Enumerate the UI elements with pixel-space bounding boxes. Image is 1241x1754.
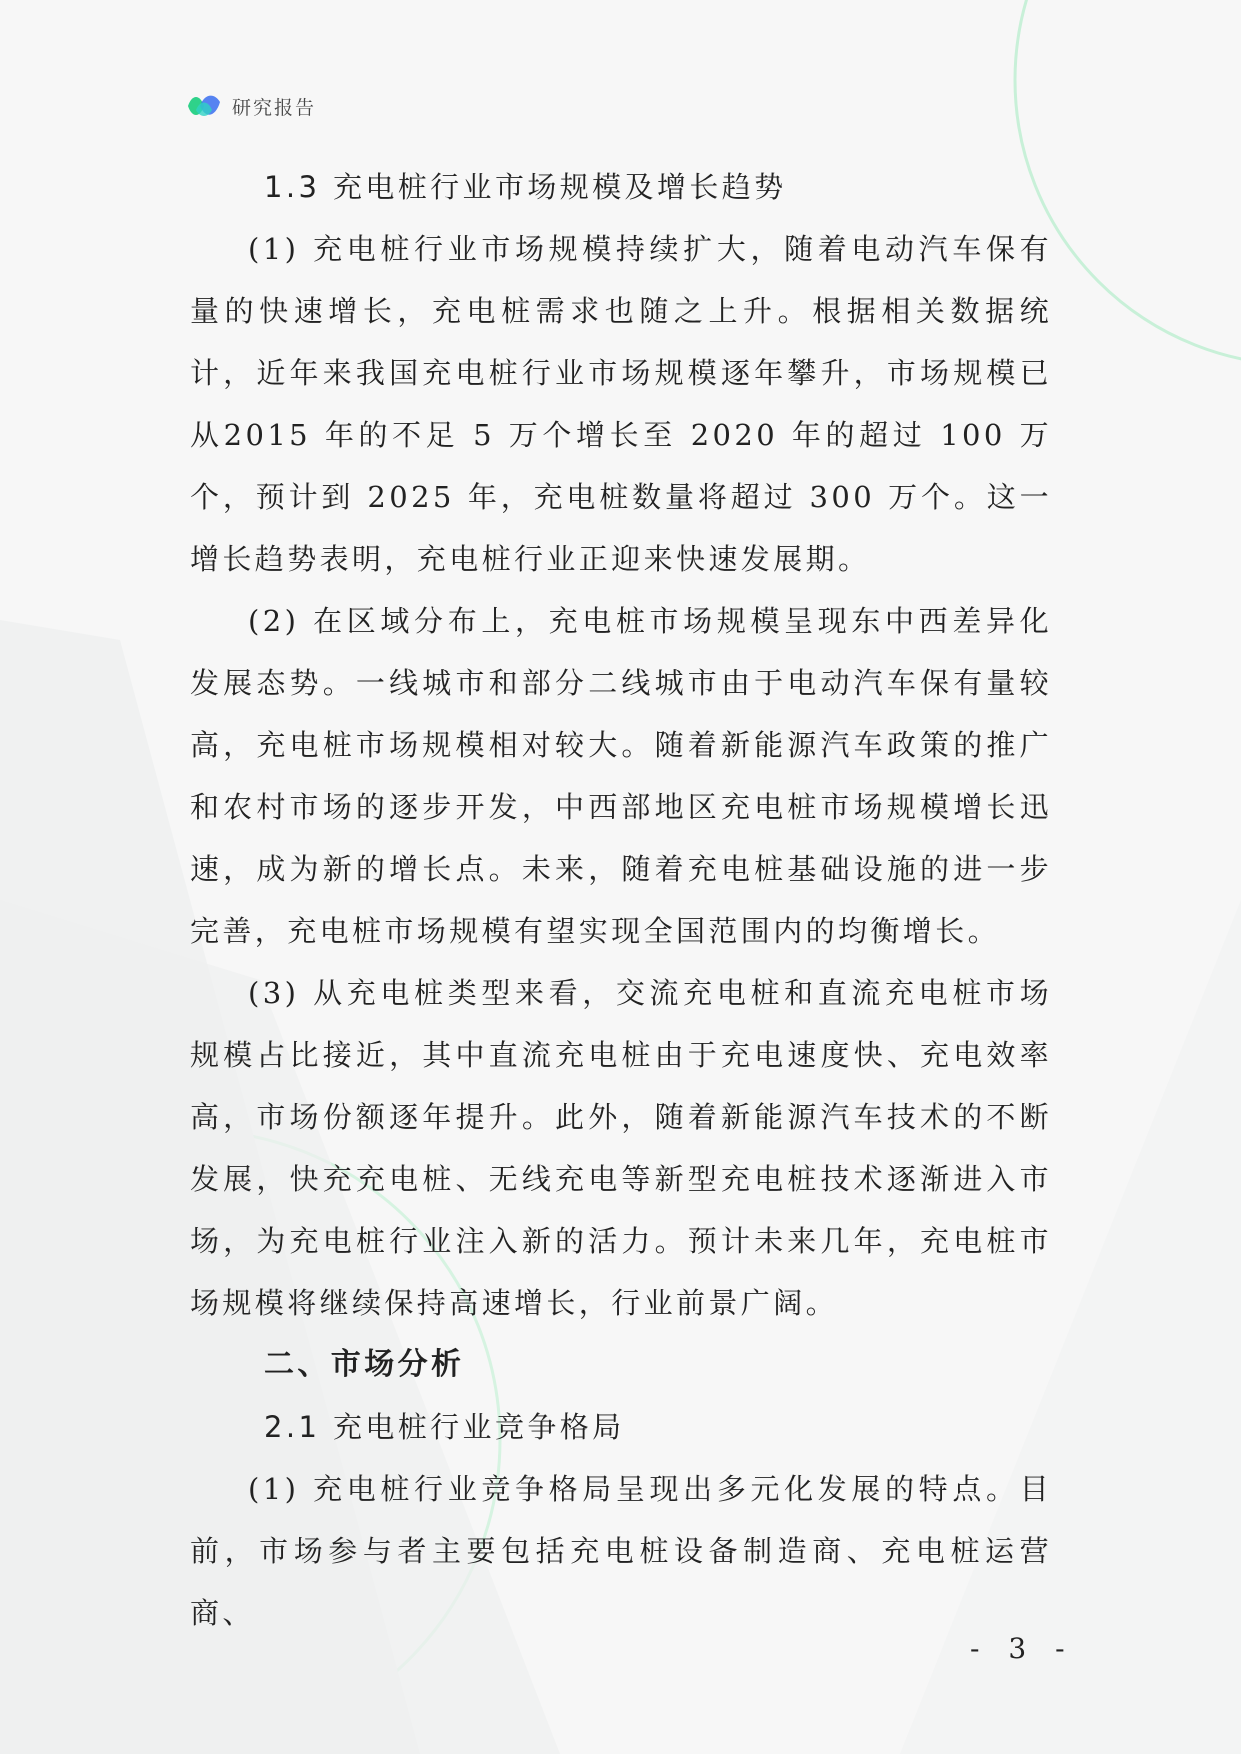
page-number: - 3 - xyxy=(970,1632,1075,1665)
subsection-heading-2-1: 2.1 充电桩行业竞争格局 xyxy=(264,1410,625,1444)
paragraph-4: (1) 充电桩行业竞争格局呈现出多元化发展的特点。目前，市场参与者主要包括充电桩设备制造商、充电桩运营商、 xyxy=(190,1472,1052,1630)
subsection-heading-1-3: 1.3 充电桩行业市场规模及增长趋势 xyxy=(264,170,787,204)
document-body xyxy=(190,156,1052,1644)
brand-logo-icon xyxy=(186,90,222,122)
paragraph-1: (1) 充电桩行业市场规模持续扩大，随着电动汽车保有量的快速增长，充电桩需求也随之上升。根据相关数据统计，近年来我国充电桩行业市场规模逐年攀升，市场规模已从2015 年的不足 5 万个增长至 2020 年的超过 100 万个，预计到 2025 年，充电桩数量将超过 300 万个。这一增长趋势表明，充电桩行业正迎来快速发展期。 xyxy=(190,232,1052,576)
header-label: 研究报告 xyxy=(232,96,317,119)
paragraph-3: (3) 从充电桩类型来看，交流充电桩和直流充电桩市场规模占比接近，其中直流充电桩由于充电速度快、充电效率高，市场份额逐年提升。此外，随着新能源汽车技术的不断发展，快充充电桩、无线充电等新型充电桩技术逐渐进入市场，为充电桩行业注入新的活力。预计未来几年，充电桩市场规模将继续保持高速增长，行业前景广阔。 xyxy=(190,976,1052,1320)
section-heading-2: 二、市场分析 xyxy=(264,1347,465,1382)
report-header xyxy=(186,88,316,124)
paragraph-2: (2) 在区域分布上，充电桩市场规模呈现东中西差异化发展态势。一线城市和部分二线城市由于电动汽车保有量较高，充电桩市场规模相对较大。随着新能源汽车政策的推广和农村市场的逐步开发，中西部地区充电桩市场规模增长迅速，成为新的增长点。未来，随着充电桩基础设施的进一步完善，充电桩市场规模有望实现全国范围内的均衡增长。 xyxy=(190,604,1052,948)
